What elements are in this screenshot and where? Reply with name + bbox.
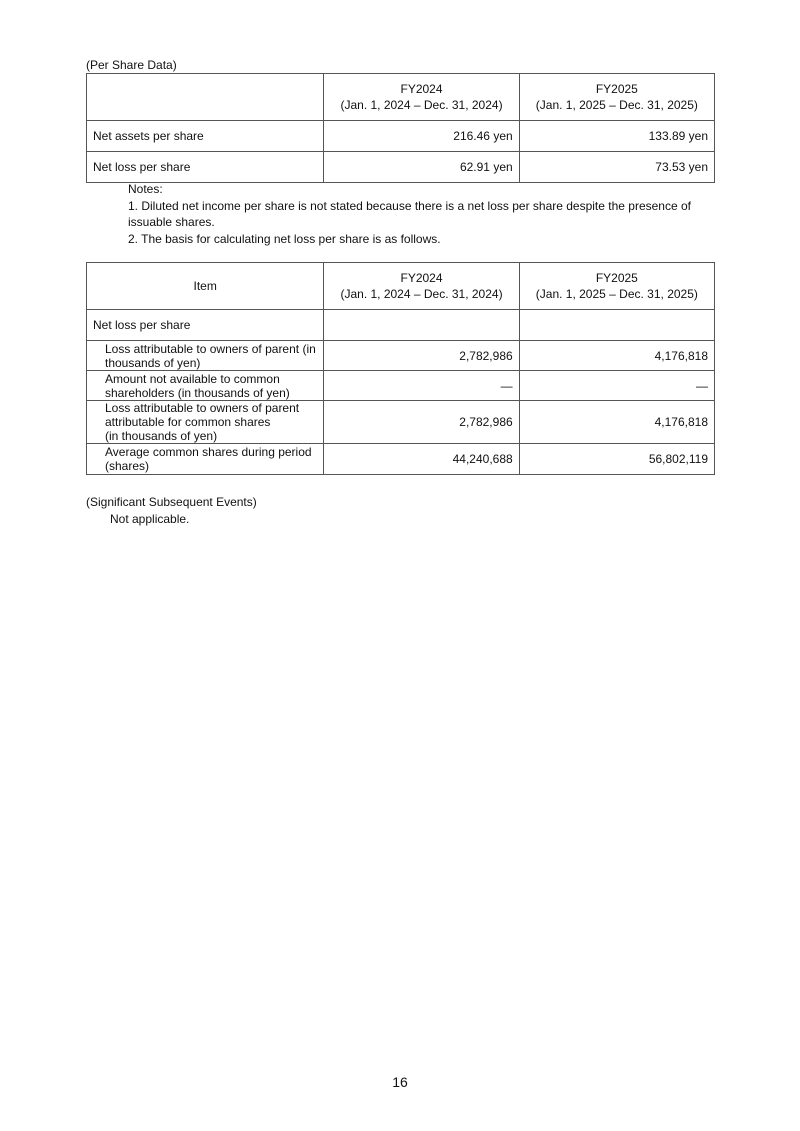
basis-header-item: Item [87, 263, 324, 310]
row-label [87, 444, 324, 475]
table-row [87, 152, 715, 183]
notes-block [128, 181, 718, 247]
subsequent-events-title: (Significant Subsequent Events) [86, 495, 257, 509]
row-value-fy2024: 62.91 yen [324, 152, 519, 183]
basis-group-empty-fy2024 [324, 310, 519, 341]
basis-header-row [87, 263, 715, 310]
basis-header-fy2024-title: FY2024 [400, 271, 443, 285]
row-value-fy2025: 4,176,818 [519, 341, 714, 371]
per-share-section-title: (Per Share Data) [86, 58, 177, 72]
page-number: 16 [392, 1074, 408, 1090]
row-value-fy2025: 133.89 yen [519, 121, 714, 152]
row-label-line: Loss attributable to owners of parent [105, 401, 300, 415]
per-share-header-fy2024 [324, 74, 519, 121]
row-label-line: (in thousands of yen) [105, 429, 218, 443]
row-value-fy2024: 216.46 yen [324, 121, 519, 152]
row-label [87, 401, 324, 444]
table-row [87, 401, 715, 444]
row-label-line: thousands of yen) [105, 355, 201, 370]
row-label: Net loss per share [87, 152, 324, 183]
basis-header-fy2025-title: FY2025 [595, 271, 638, 285]
subsequent-events-text: Not applicable. [110, 512, 190, 526]
row-label-line: Average common shares during period [105, 445, 312, 459]
per-share-header-blank [87, 74, 324, 121]
row-label-line: attributable for common shares [105, 415, 271, 429]
row-label [87, 371, 324, 401]
table-row [87, 371, 715, 401]
table-row [87, 444, 715, 475]
row-label-line: Amount not available to common [105, 371, 280, 386]
note-item-1: 1. Diluted net income per share is not stated because there is a net loss per share despite the presence of issuable shares. [128, 198, 691, 229]
row-label-line: shareholders (in thousands of yen) [105, 385, 290, 400]
note-item-2: 2. The basis for calculating net loss per share is as follows. [128, 231, 441, 246]
row-value-fy2025: 4,176,818 [519, 401, 714, 444]
table-row [87, 341, 715, 371]
row-value-fy2024: 2,782,986 [324, 341, 519, 371]
table-row [87, 121, 715, 152]
row-label-line: Loss attributable to owners of parent (in [105, 341, 316, 356]
row-value-fy2024: — [324, 371, 519, 401]
basis-group-empty-fy2025 [519, 310, 714, 341]
row-label-line: (shares) [105, 459, 150, 473]
row-label: Net assets per share [87, 121, 324, 152]
per-share-header-fy2025 [519, 74, 714, 121]
row-value-fy2024: 44,240,688 [324, 444, 519, 475]
row-value-fy2025: 73.53 yen [519, 152, 714, 183]
row-label [87, 341, 324, 371]
basis-group-row [87, 310, 715, 341]
row-value-fy2025: — [519, 371, 714, 401]
basis-header-fy2024-period: (Jan. 1, 2024 – Dec. 31, 2024) [340, 287, 503, 301]
per-share-header-fy2024-title: FY2024 [400, 82, 443, 96]
per-share-header-fy2025-title: FY2025 [595, 82, 638, 96]
basis-group-label: Net loss per share [87, 310, 324, 341]
basis-header-fy2024 [324, 263, 519, 310]
basis-header-fy2025 [519, 263, 714, 310]
per-share-header-fy2025-period: (Jan. 1, 2025 – Dec. 31, 2025) [535, 98, 698, 112]
per-share-table [86, 73, 715, 183]
per-share-header-fy2024-period: (Jan. 1, 2024 – Dec. 31, 2024) [340, 98, 503, 112]
notes-heading: Notes: [128, 182, 163, 196]
row-value-fy2024: 2,782,986 [324, 401, 519, 444]
per-share-header-row [87, 74, 715, 121]
net-loss-basis-table [86, 262, 715, 475]
basis-header-fy2025-period: (Jan. 1, 2025 – Dec. 31, 2025) [535, 287, 698, 301]
row-value-fy2025: 56,802,119 [519, 444, 714, 475]
